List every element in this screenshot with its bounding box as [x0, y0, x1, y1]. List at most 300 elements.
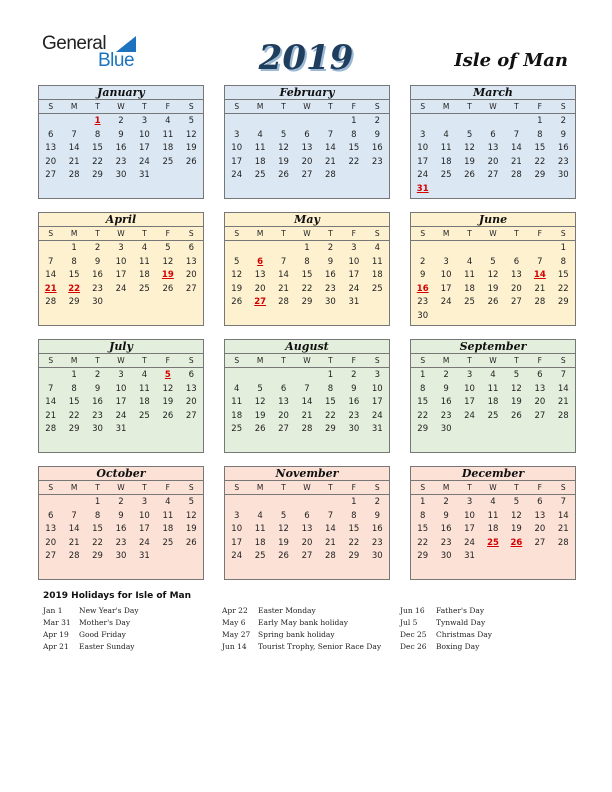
day-cell: 7: [560, 497, 566, 507]
day-cell: 8: [71, 383, 77, 394]
day-cell: 5: [188, 497, 194, 507]
day-cell: 27: [487, 170, 499, 181]
holiday-date: May 6: [222, 618, 246, 627]
month-name: March: [411, 86, 575, 100]
day-cell: 18: [139, 397, 150, 408]
day-cell: 6: [304, 510, 310, 521]
month-name: October: [39, 467, 203, 481]
day-cell: 31: [348, 297, 360, 308]
day-cell: 10: [371, 383, 383, 394]
day-cell: 4: [466, 256, 473, 267]
weekday-label: W: [303, 356, 311, 365]
day-cell: 20: [185, 270, 197, 281]
weekday-label: T: [95, 102, 100, 111]
day-cell: 21: [68, 537, 80, 548]
day-cell: 24: [440, 297, 452, 308]
month-august: [224, 339, 390, 453]
day-cell: 22: [68, 410, 80, 421]
day-cell: 18: [254, 156, 266, 167]
day-cell: 28: [557, 537, 569, 548]
day-cell: 9: [443, 510, 449, 521]
weekday-label: T: [281, 229, 286, 238]
day-cell: 31: [464, 551, 475, 562]
day-grid: [39, 241, 203, 310]
day-cell: 13: [511, 270, 522, 281]
day-cell: 27: [534, 410, 546, 421]
day-cell: 15: [68, 397, 80, 408]
day-cell: 6: [537, 497, 543, 507]
day-cell: 15: [301, 270, 313, 281]
day-cell: 8: [351, 129, 357, 140]
day-cell: 24: [115, 410, 127, 421]
weekday-label: T: [514, 229, 519, 238]
weekday-label: W: [303, 102, 311, 111]
day-cell: 30: [440, 424, 452, 435]
weekday-label: M: [442, 483, 450, 492]
day-cell: 11: [440, 143, 452, 154]
day-cell: 12: [511, 510, 522, 521]
day-cell: 3: [443, 256, 449, 267]
day-cell: 28: [557, 410, 569, 421]
day-cell: 2: [327, 243, 334, 253]
day-cell: 17: [231, 156, 243, 167]
day-cell: 6: [188, 370, 194, 380]
day-cell: 10: [231, 143, 243, 154]
weekday-label: T: [514, 102, 519, 111]
day-cell: 16: [115, 524, 127, 535]
holidays-column: [222, 605, 381, 653]
weekday-label: M: [256, 102, 264, 111]
month-april: [38, 212, 204, 326]
day-cell: 1: [537, 116, 543, 126]
day-cell: 17: [139, 143, 150, 154]
weekday-label: M: [70, 483, 78, 492]
weekday-label: F: [165, 229, 170, 238]
empty-day-cell: [272, 115, 295, 129]
day-cell: 21: [325, 156, 336, 167]
weekday-label: W: [117, 229, 125, 238]
empty-day-cell: [434, 115, 457, 129]
weekday-label: W: [489, 483, 497, 492]
day-cell: 17: [115, 270, 127, 281]
day-cell: 19: [464, 156, 475, 167]
day-cell: 5: [280, 129, 287, 140]
day-cell: 12: [254, 397, 266, 408]
weekday-header: [225, 354, 389, 368]
day-grid: [225, 114, 389, 183]
weekday-label: T: [467, 483, 472, 492]
day-cell: 3: [118, 243, 124, 253]
day-cell: 8: [71, 256, 77, 267]
day-cell: 11: [487, 383, 499, 394]
day-cell: 21: [534, 283, 546, 294]
day-cell: 17: [371, 397, 383, 408]
holiday-name: Boxing Day: [436, 642, 480, 651]
day-cell: 17: [440, 283, 452, 294]
day-cell: 6: [537, 370, 543, 380]
day-cell: 5: [257, 383, 263, 394]
holiday-day-cell: 14: [533, 270, 546, 281]
weekday-label: S: [48, 483, 54, 492]
weekday-label: W: [117, 483, 125, 492]
day-cell: 20: [278, 410, 289, 421]
day-cell: 6: [513, 256, 520, 267]
weekday-label: T: [281, 102, 286, 111]
day-cell: 13: [185, 256, 197, 267]
day-cell: 21: [511, 156, 522, 167]
day-cell: 5: [466, 129, 473, 140]
empty-day-cell: [411, 242, 434, 256]
day-cell: 12: [231, 270, 243, 281]
day-cell: 11: [464, 270, 475, 281]
holiday-day-cell: 16: [416, 283, 429, 294]
day-cell: 13: [487, 143, 499, 154]
day-cell: 23: [440, 410, 452, 421]
day-grid: [39, 368, 203, 437]
holiday-date: Mar 31: [43, 618, 71, 627]
day-cell: 17: [139, 524, 150, 535]
weekday-header: [225, 481, 389, 495]
weekday-label: F: [351, 102, 356, 111]
day-cell: 6: [304, 129, 310, 140]
holiday-date: Jun 14: [222, 642, 247, 651]
holiday-item: [400, 617, 492, 629]
day-cell: 23: [371, 156, 383, 167]
day-cell: 30: [417, 310, 429, 321]
weekday-label: F: [351, 483, 356, 492]
day-cell: 7: [48, 383, 54, 394]
day-cell: 12: [511, 383, 522, 394]
day-cell: 1: [71, 370, 77, 380]
holiday-name: Good Friday: [79, 630, 126, 639]
day-cell: 19: [254, 410, 266, 421]
day-cell: 24: [139, 537, 150, 548]
day-cell: 29: [92, 170, 103, 181]
weekday-label: S: [234, 356, 240, 365]
month-november: [224, 466, 390, 580]
day-cell: 28: [301, 424, 313, 435]
empty-day-cell: [458, 115, 481, 129]
month-june: [410, 212, 576, 326]
day-cell: 3: [141, 116, 148, 126]
day-cell: 11: [139, 256, 150, 267]
weekday-header: [39, 354, 203, 368]
day-cell: 22: [92, 537, 103, 548]
day-cell: 25: [464, 297, 475, 308]
holiday-item: [43, 617, 139, 629]
day-cell: 15: [92, 524, 103, 535]
day-cell: 4: [141, 243, 148, 253]
day-cell: 4: [443, 129, 449, 140]
day-cell: 27: [301, 551, 313, 562]
holiday-day-cell: 27: [254, 297, 267, 308]
day-cell: 4: [234, 383, 240, 394]
day-cell: 26: [254, 424, 266, 435]
holidays-column: [43, 605, 139, 653]
day-cell: 29: [301, 297, 313, 308]
holiday-name: New Year's Day: [79, 606, 139, 615]
weekday-label: S: [48, 356, 54, 365]
day-grid: [225, 368, 389, 437]
day-cell: 11: [487, 510, 499, 521]
day-cell: 27: [534, 537, 546, 548]
month-name: April: [39, 213, 203, 227]
day-cell: 10: [231, 524, 243, 535]
empty-day-cell: [225, 115, 248, 129]
day-cell: 15: [68, 270, 80, 281]
day-cell: 19: [511, 397, 522, 408]
day-cell: 27: [185, 283, 197, 294]
day-cell: 15: [417, 524, 429, 535]
day-cell: 18: [139, 270, 150, 281]
day-cell: 13: [278, 397, 289, 408]
day-cell: 30: [92, 297, 103, 308]
day-cell: 24: [231, 551, 243, 562]
day-cell: 25: [162, 537, 174, 548]
empty-day-cell: [505, 242, 528, 256]
day-cell: 25: [139, 283, 150, 294]
day-cell: 7: [327, 129, 334, 140]
day-cell: 13: [301, 143, 313, 154]
day-cell: 15: [348, 143, 360, 154]
weekday-label: M: [256, 483, 264, 492]
day-cell: 7: [560, 370, 566, 380]
day-cell: 10: [464, 383, 475, 394]
day-cell: 13: [254, 270, 266, 281]
day-cell: 14: [557, 510, 569, 521]
day-cell: 14: [557, 383, 569, 394]
weekday-label: W: [303, 483, 311, 492]
weekday-label: F: [537, 483, 542, 492]
day-cell: 6: [48, 510, 54, 521]
holiday-name: Spring bank holiday: [258, 630, 335, 639]
day-cell: 7: [48, 256, 54, 267]
day-cell: 14: [325, 524, 336, 535]
holiday-name: Father's Day: [436, 606, 485, 615]
holiday-date: Jan 1: [43, 606, 63, 615]
weekday-label: W: [117, 356, 125, 365]
day-cell: 1: [94, 497, 101, 507]
day-cell: 9: [443, 383, 449, 394]
day-cell: 23: [371, 537, 383, 548]
day-cell: 19: [487, 283, 499, 294]
weekday-label: T: [514, 356, 519, 365]
day-cell: 8: [420, 510, 426, 521]
day-cell: 5: [280, 510, 287, 521]
day-cell: 9: [94, 256, 101, 267]
empty-day-cell: [319, 496, 342, 510]
day-cell: 17: [231, 537, 243, 548]
empty-day-cell: [505, 115, 528, 129]
day-cell: 30: [92, 424, 103, 435]
day-cell: 9: [118, 510, 124, 521]
weekday-label: S: [374, 102, 380, 111]
weekday-label: T: [328, 229, 333, 238]
holiday-date: Apr 21: [43, 642, 69, 651]
holiday-name: Christmas Day: [436, 630, 492, 639]
day-cell: 19: [278, 537, 289, 548]
day-cell: 12: [185, 129, 197, 140]
weekday-label: S: [560, 229, 566, 238]
holiday-item: [222, 641, 381, 653]
day-cell: 8: [420, 383, 426, 394]
weekday-label: F: [165, 483, 170, 492]
weekday-label: T: [281, 483, 286, 492]
empty-day-cell: [62, 115, 85, 129]
day-cell: 6: [280, 383, 287, 394]
day-cell: 27: [301, 170, 313, 181]
day-grid: [39, 114, 203, 183]
empty-day-cell: [248, 496, 271, 510]
holiday-item: [222, 629, 381, 641]
day-cell: 27: [45, 551, 57, 562]
day-cell: 27: [278, 424, 289, 435]
day-cell: 20: [511, 283, 522, 294]
day-cell: 20: [301, 156, 313, 167]
day-cell: 2: [118, 116, 124, 126]
day-cell: 10: [139, 129, 150, 140]
empty-day-cell: [62, 496, 85, 510]
day-cell: 20: [534, 397, 546, 408]
day-cell: 1: [304, 243, 310, 253]
weekday-label: S: [560, 483, 566, 492]
day-cell: 13: [45, 143, 57, 154]
empty-day-cell: [481, 242, 504, 256]
day-cell: 26: [185, 537, 197, 548]
weekday-label: M: [70, 229, 78, 238]
day-cell: 18: [162, 143, 174, 154]
weekday-label: T: [142, 229, 147, 238]
weekday-label: F: [351, 229, 356, 238]
day-cell: 26: [487, 297, 499, 308]
day-cell: 9: [374, 129, 380, 140]
weekday-label: W: [489, 102, 497, 111]
weekday-label: S: [48, 229, 54, 238]
day-cell: 25: [487, 410, 499, 421]
day-cell: 7: [71, 510, 77, 521]
month-july: [38, 339, 204, 453]
empty-day-cell: [481, 115, 504, 129]
holiday-date: Jun 16: [400, 606, 425, 615]
day-cell: 26: [162, 410, 174, 421]
day-cell: 22: [92, 156, 103, 167]
empty-day-cell: [295, 496, 318, 510]
weekday-header: [411, 481, 575, 495]
day-cell: 17: [417, 156, 429, 167]
day-cell: 31: [115, 424, 127, 435]
weekday-label: M: [70, 356, 78, 365]
day-cell: 20: [534, 524, 546, 535]
day-grid: [225, 241, 389, 310]
day-cell: 2: [374, 116, 380, 126]
day-cell: 28: [278, 297, 289, 308]
day-cell: 26: [511, 410, 522, 421]
holiday-day-cell: 21: [44, 283, 57, 294]
holiday-item: [43, 629, 139, 641]
day-cell: 21: [68, 156, 80, 167]
weekday-label: S: [234, 102, 240, 111]
weekday-label: T: [95, 483, 100, 492]
day-cell: 2: [94, 370, 101, 380]
weekday-label: S: [560, 102, 566, 111]
day-cell: 14: [45, 270, 57, 281]
day-cell: 22: [348, 537, 360, 548]
day-cell: 27: [511, 297, 522, 308]
day-cell: 4: [165, 497, 171, 507]
weekday-header: [411, 227, 575, 241]
day-cell: 3: [466, 370, 473, 380]
day-cell: 16: [115, 143, 127, 154]
day-cell: 22: [348, 156, 360, 167]
day-cell: 12: [162, 383, 174, 394]
day-cell: 14: [511, 143, 522, 154]
day-cell: 23: [325, 283, 336, 294]
day-cell: 1: [420, 370, 426, 380]
holidays-title: 2019 Holidays for Isle of Man: [43, 591, 192, 601]
weekday-label: F: [351, 356, 356, 365]
day-cell: 8: [304, 256, 310, 267]
day-cell: 19: [185, 524, 197, 535]
day-cell: 14: [325, 143, 336, 154]
weekday-label: S: [374, 356, 380, 365]
holiday-day-cell: 5: [164, 370, 171, 380]
empty-day-cell: [225, 496, 248, 510]
day-cell: 10: [440, 270, 452, 281]
weekday-label: T: [95, 356, 100, 365]
day-cell: 19: [231, 283, 243, 294]
day-cell: 13: [185, 383, 197, 394]
day-cell: 6: [490, 129, 496, 140]
day-cell: 30: [557, 170, 569, 181]
day-cell: 21: [278, 283, 289, 294]
day-cell: 27: [185, 410, 197, 421]
day-cell: 19: [185, 143, 197, 154]
day-cell: 21: [325, 537, 336, 548]
day-cell: 23: [115, 537, 127, 548]
holiday-day-cell: 1: [94, 116, 101, 126]
day-cell: 2: [443, 497, 449, 507]
day-cell: 5: [490, 256, 496, 267]
day-cell: 16: [440, 397, 452, 408]
day-cell: 11: [254, 143, 266, 154]
day-cell: 24: [348, 283, 360, 294]
day-cell: 5: [234, 256, 240, 267]
day-cell: 25: [254, 170, 266, 181]
weekday-label: S: [374, 229, 380, 238]
day-cell: 12: [487, 270, 499, 281]
month-name: August: [225, 340, 389, 354]
day-cell: 12: [278, 143, 289, 154]
empty-day-cell: [248, 115, 271, 129]
weekday-label: M: [442, 356, 450, 365]
day-cell: 20: [185, 397, 197, 408]
weekday-header: [411, 354, 575, 368]
weekday-label: S: [188, 483, 194, 492]
day-cell: 21: [301, 410, 313, 421]
weekday-label: S: [188, 229, 194, 238]
day-cell: 25: [254, 551, 266, 562]
holidays-column: [400, 605, 492, 653]
weekday-label: F: [537, 102, 542, 111]
weekday-label: S: [48, 102, 54, 111]
day-cell: 31: [139, 170, 150, 181]
day-cell: 4: [490, 497, 496, 507]
day-cell: 24: [464, 410, 475, 421]
day-cell: 20: [487, 156, 499, 167]
holiday-day-cell: 25: [487, 537, 499, 548]
day-cell: 18: [487, 397, 499, 408]
day-cell: 9: [327, 256, 334, 267]
